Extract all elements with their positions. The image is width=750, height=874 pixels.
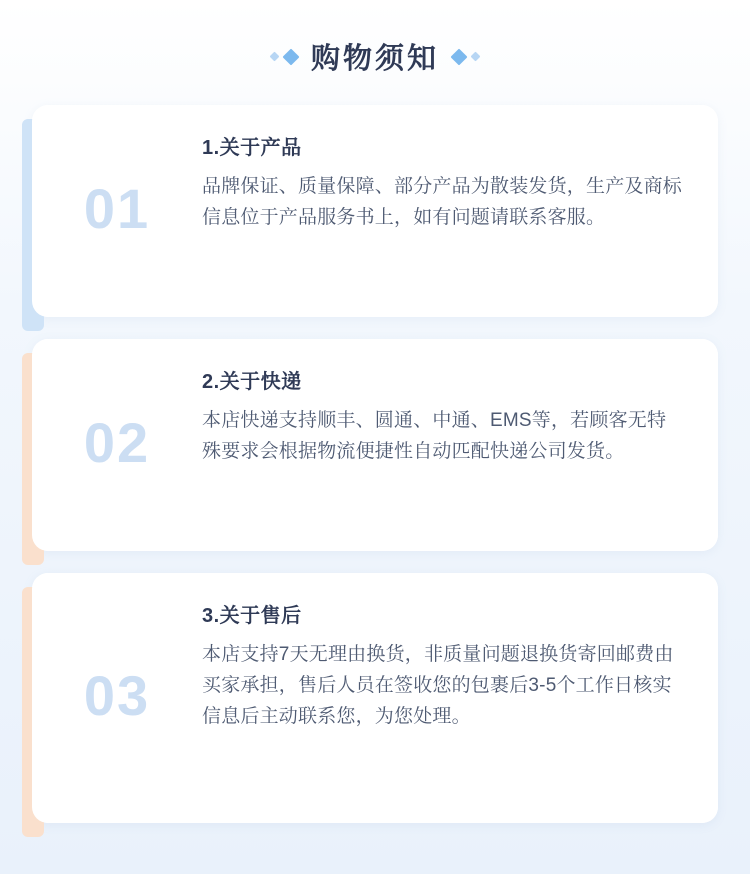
notice-card <box>32 573 718 823</box>
card-number-wrap <box>32 177 202 240</box>
right-diamond-decor-icon <box>453 51 479 63</box>
notice-card-list <box>0 105 750 823</box>
card-number: 02 <box>83 411 151 474</box>
card-content <box>202 365 688 468</box>
page-header <box>0 0 750 105</box>
large-diamond-icon <box>451 48 468 65</box>
card-body-text: 品牌保证、质量保障、部分产品为散装发货，生产及商标信息位于产品服务书上，如有问题请联系客服。 <box>202 176 683 228</box>
small-diamond-icon <box>471 52 481 62</box>
card-body-text: 本店支持7天无理由换货，非质量问题退换货寄回邮费由买家承担，售后人员在签收您的包裹后3-5个工作日核实信息后主动联系您，为您处理。 <box>202 644 674 727</box>
left-diamond-decor-icon <box>271 51 297 63</box>
notice-card-inner <box>32 105 718 317</box>
notice-card-inner <box>32 339 718 551</box>
card-body-text: 本店快递支持顺丰、圆通、中通、EMS等，若顾客无特殊要求会根据物流便捷性自动匹配快递公司发货。 <box>202 410 667 462</box>
card-number: 03 <box>83 664 151 727</box>
card-heading: 1.关于产品 <box>202 137 302 159</box>
notice-card-inner <box>32 573 718 823</box>
large-diamond-icon <box>282 48 299 65</box>
card-content <box>202 131 688 234</box>
notice-card <box>32 339 718 551</box>
card-number: 01 <box>83 177 151 240</box>
card-number-wrap <box>32 664 202 727</box>
page-title: 购物须知 <box>310 43 439 75</box>
card-heading: 3.关于售后 <box>202 605 302 627</box>
notice-card <box>32 105 718 317</box>
card-heading: 2.关于快递 <box>202 371 302 393</box>
card-content <box>202 599 688 732</box>
small-diamond-icon <box>270 52 280 62</box>
card-number-wrap <box>32 411 202 474</box>
